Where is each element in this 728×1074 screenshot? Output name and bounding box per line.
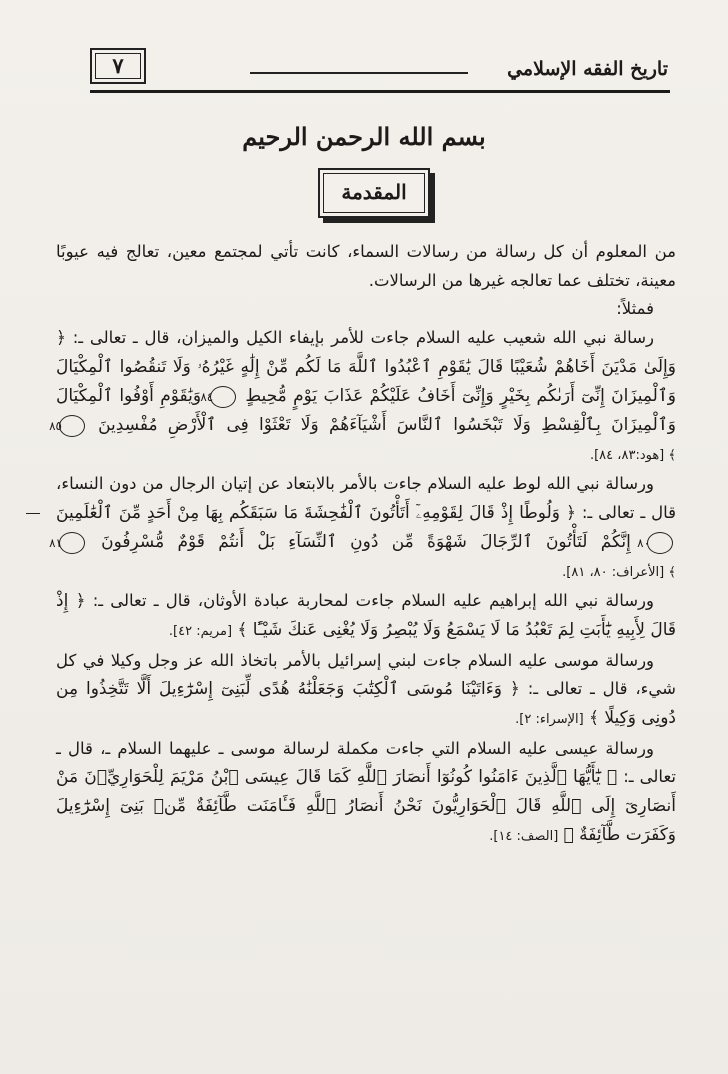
- musa-verse: ﴿ وَءَاتَيْنَا مُوسَى ٱلْكِتَٰبَ وَجَعَلْنَٰهُ هُدًى لِّبَنِىٓ إِسْرَٰٓءِيلَ أَلَّا تَتَّخِذُوا مِن دُونِى وَكِيلًا ﴾: [56, 679, 676, 728]
- page-number-frame: [90, 48, 146, 84]
- ayah-number: ٨٠: [647, 532, 673, 554]
- basmala-heading: بسم الله الرحمن الرحيم: [242, 122, 486, 151]
- intro-paragraph: من المعلوم أن كل رسالة من رسالات السماء، كانت تأتي لمجتمع معين، تعالج فيه عيوبًا معينة، تختلف عما تعالجه غيرها من الرسالات.: [56, 242, 676, 290]
- lut-verse-b: إِنَّكُمْ لَتَأْتُونَ ٱلرِّجَالَ شَهْوَةً مِّن دُونِ ٱلنِّسَآءِ بَلْ أَنتُمْ قَوْمٌ مُّسْرِفُونَ: [101, 531, 631, 552]
- shuaib-verse-b: وَيَٰقَوْمِ أَوْفُوا ٱلْمِكْيَالَ وَٱلْمِيزَانَ بِٱلْقِسْطِ وَلَا تَبْخَسُوا ٱلنَّاسَ أَشْيَآءَهُمْ وَلَا تَعْثَوْا فِى ٱلْأَرْضِ مُفْسِدِينَ: [56, 385, 676, 435]
- ibrahim-paragraph: [56, 587, 676, 647]
- book-title: تاريخ الفقه الإسلامي: [507, 58, 668, 80]
- isa-reference: [الصف: ١٤].: [489, 829, 559, 844]
- page-number: ٧: [112, 53, 124, 78]
- lut-intro: ورسالة نبي الله لوط عليه السلام جاءت بالأمر بالابتعاد عن إتيان الرجال من دون النساء، قال ـ تعالى ـ:: [56, 474, 676, 522]
- ayah-number: ٨١: [59, 532, 85, 554]
- section-title: المقدمة: [341, 180, 407, 204]
- document-body: [49, 238, 677, 852]
- shuaib-intro: رسالة نبي الله شعيب عليه السلام جاءت للأمر بإيفاء الكيل والميزان، قال ـ تعالى ـ:: [72, 327, 654, 347]
- example-lead: فمثلاً:: [616, 299, 654, 318]
- lut-reference: ﴾ [الأعراف: ٨٠، ٨١].: [562, 564, 676, 580]
- header-decor-line: [250, 72, 468, 74]
- ayah-number: ٨٤: [210, 386, 236, 408]
- musa-paragraph: [56, 647, 676, 735]
- isa-verse: ﴿ يَٰٓأَيُّهَا ٱلَّذِينَ ءَامَنُوا كُونُوٓا أَنصَارَ ٱللَّهِ كَمَا قَالَ عِيسَى ٱبْنُ مَرْيَمَ لِلْحَوَارِيِّۦنَ مَنْ أَنصَارِىٓ إِلَى ٱللَّهِ قَالَ ٱلْحَوَارِيُّونَ نَحْنُ أَنصَارُ ٱللَّهِ فَـَٔامَنَت طَّآئِفَةٌ مِّنۢ بَنِىٓ إِسْرَٰٓءِيلَ وَكَفَرَت طَّآئِفَةٌ ﴾: [56, 767, 676, 845]
- ibrahim-reference: [مريم: ٤٢].: [168, 624, 233, 639]
- ayah-number: ٨٥: [59, 415, 85, 437]
- isa-paragraph: [56, 735, 676, 852]
- musa-intro: ورسالة موسى عليه السلام جاءت لبني إسرائيل بالأمر باتخاذ الله عز وجل وكيلا في كل شيء، قال ـ تعالى ـ:: [56, 650, 676, 698]
- shuaib-paragraph: [49, 324, 677, 471]
- margin-mark: [26, 513, 40, 514]
- shuaib-verse-a: ﴿ وَإِلَىٰ مَدْيَنَ أَخَاهُمْ شُعَيْبًا قَالَ يَٰقَوْمِ ٱعْبُدُوا ٱللَّهَ مَا لَكُم مِّنْ إِلَٰهٍ غَيْرُهُۥ وَلَا تَنقُصُوا ٱلْمِكْيَالَ وَٱلْمِيزَانَ إِنِّىٓ أَرَىٰكُم بِخَيْرٍ وَإِنِّىٓ أَخَافُ عَلَيْكُمْ عَذَابَ يَوْمٍ مُّحِيطٍ: [56, 327, 677, 406]
- lut-verse-a: ﴿ وَلُوطًا إِذْ قَالَ لِقَوْمِهِۦٓ أَتَأْتُونَ ٱلْفَٰحِشَةَ مَا سَبَقَكُم بِهَا مِنْ أَحَدٍ مِّنَ ٱلْعَٰلَمِينَ: [56, 502, 576, 523]
- header-rule: [90, 90, 670, 93]
- ibrahim-intro: ورسالة نبي الله إبراهيم عليه السلام جاءت لمحاربة عبادة الأوثان، قال ـ تعالى ـ:: [92, 591, 654, 610]
- isa-intro: ورسالة عيسى عليه السلام التي جاءت مكملة لرسالة موسى ـ عليهما السلام ـ، قال ـ تعالى ـ:: [56, 738, 677, 786]
- shuaib-reference: ﴾ [هود:٨٣، ٨٤].: [589, 447, 676, 463]
- lut-paragraph: [49, 470, 676, 587]
- ibrahim-verse: ﴿ إِذْ قَالَ لِأَبِيهِ يَٰٓأَبَتِ لِمَ تَعْبُدُ مَا لَا يَسْمَعُ وَلَا يُبْصِرُ وَلَا يُغْنِى عَنكَ شَيْـًٔا ﴾: [56, 591, 676, 640]
- page-header: [90, 44, 670, 94]
- musa-reference: [الإسراء: ٢].: [515, 712, 584, 727]
- section-title-frame: [318, 168, 430, 218]
